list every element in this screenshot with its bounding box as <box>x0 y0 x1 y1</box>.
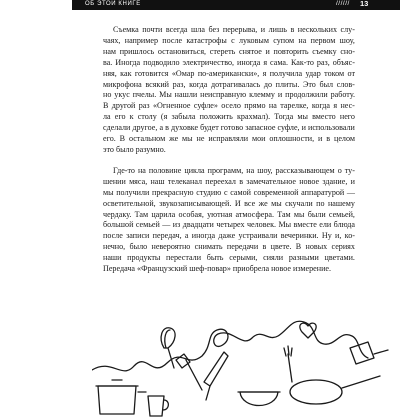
frying-pan-icon <box>290 376 380 404</box>
cooking-pot-icon <box>96 380 146 414</box>
kitchen-utensils-illustration <box>92 308 392 420</box>
decorative-slashes: ////// <box>336 0 350 7</box>
text-line: после записи передач, а иногда даже устраивали вечеринки. Ну и, ко- <box>103 231 355 241</box>
text-line: Съемка почти всегда шла без перерыва, и лишь в нескольких слу- <box>113 25 355 34</box>
text-line: чаях, например после катастрофы с луковым супом на первом шоу, <box>103 35 355 45</box>
cleaver-icon <box>350 342 388 364</box>
body-text <box>103 25 355 275</box>
mug-icon <box>148 396 168 416</box>
text-line: шении мяса, наш телеканал переехал в замечательное новое здание, и <box>103 176 355 186</box>
text-line: ла его к столу (я забыла положить крахмал). Тогда мы вместо него <box>103 112 355 122</box>
text-line: нам пришлось остановиться, стереть снятое и повторить съемку сно- <box>103 46 355 56</box>
fork-icon <box>284 346 292 382</box>
text-line: но укус пчелы. Мы нашли неисправную клемму и продолжили работу. <box>103 90 355 100</box>
continuous-line-stroke <box>92 321 368 371</box>
text-line: нечно, было невероятно снимать передачи в цвете. В новых сериях <box>103 242 355 252</box>
page-number: 13 <box>360 0 369 8</box>
text-line: его. В остальном же мы не исправляли мои оплошности, и в целом <box>103 134 355 144</box>
text-line: Где-то на половине цикла программ, на шоу, рассказывающем о ту- <box>113 165 355 175</box>
text-line: чердаку. Там царила особая, уютная атмосфера. Там мы были семьей, <box>103 209 355 219</box>
text-line: наши продукты перестали быть серыми, сияли разными цветами. <box>103 253 355 263</box>
text-line: микрофона всякий раз, когда дотрагивалась до плиты. Это был слов- <box>103 79 355 89</box>
text-line: Передача «Французский шеф-повар» приобрела новое измерение. <box>103 264 332 274</box>
text-line: мы получили прекрасную студию с самой современной аппаратурой — <box>103 187 355 197</box>
text-line: ва. Иногда подводило электричество, иногда я сама. Как-то раз, объяс- <box>103 57 355 67</box>
text-line: В другой раз «Огненное суфле» осело прямо на тарелке, когда я нес- <box>103 101 355 111</box>
text-line: большой семьей — из двадцати четырех человек. Мы вместе ели блюда <box>103 220 355 230</box>
paragraph-2 <box>103 166 355 275</box>
paragraph-1 <box>103 25 355 156</box>
section-title: ОБ ЭТОЙ КНИГЕ <box>85 1 141 7</box>
knife-icon <box>204 352 228 400</box>
bowl-icon <box>238 392 280 406</box>
header-bar <box>72 0 400 10</box>
text-line: осветительной, звукозаписывающей. И все же мы скучали по нашему <box>103 198 355 208</box>
text-line: это было разумно. <box>103 144 166 154</box>
text-line: няя, как готовится «Омар по-американски», я получила удар током от <box>103 68 355 78</box>
text-line: сделали другое, а в духовке будет готово запасное суфле, и использовали <box>103 123 355 133</box>
